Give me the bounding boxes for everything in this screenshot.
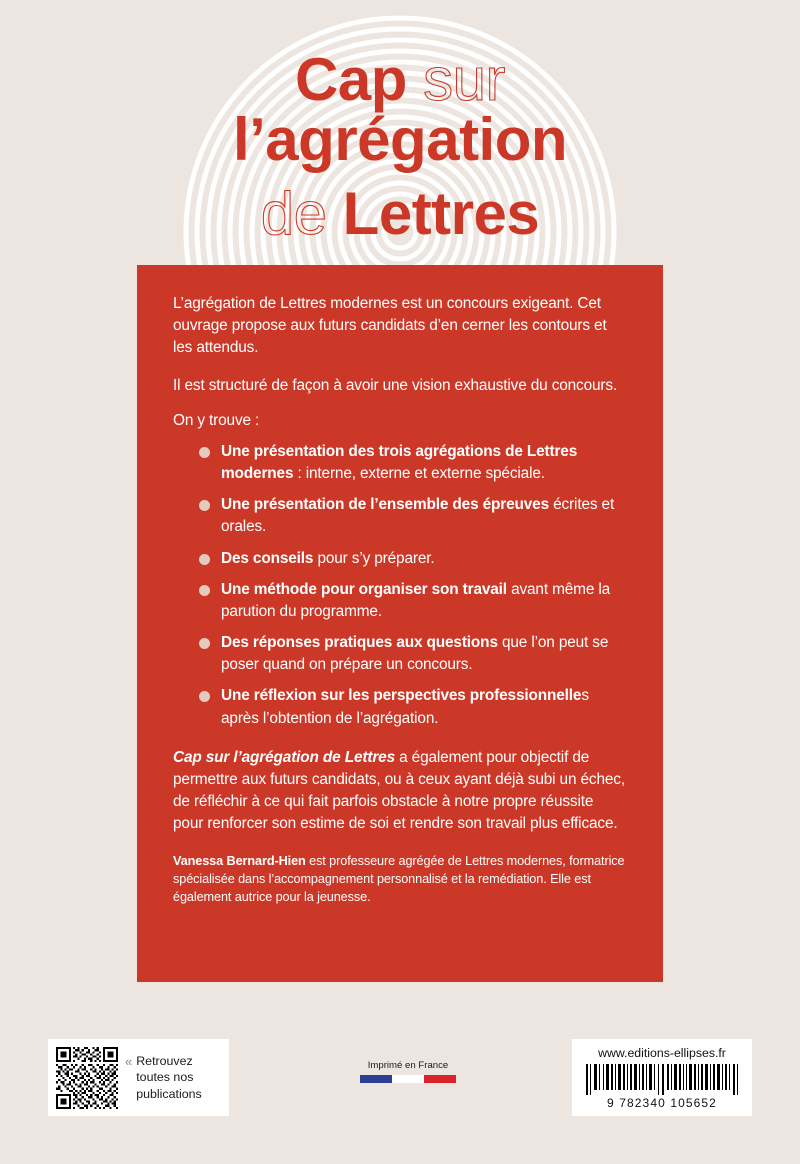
list-item-strong: Une présentation de l’ensemble des épreuves [221, 496, 549, 514]
flag-stripe-red [424, 1075, 456, 1083]
flag-stripe-blue [360, 1075, 392, 1083]
qr-promo-box[interactable] [48, 1039, 229, 1116]
title-word-agregation: l’agrégation [232, 106, 568, 173]
barcode-icon [582, 1064, 742, 1095]
list-item-strong: Des conseils [221, 549, 314, 567]
printed-in-france-label: Imprimé en France [367, 1060, 449, 1071]
list-item-rest: avant même la parution du programme. [221, 580, 611, 620]
title-word-cap: Cap [295, 46, 407, 113]
list-item-rest: : interne, externe et externe spéciale. [293, 465, 545, 483]
list-item [199, 441, 627, 485]
title-word-lettres: Lettres [342, 180, 540, 247]
author-bio-rest: est professeure agrégée de Lettres modernes, formatrice spécialisée dans l’accompagnement personnalisé et la remédiation. Elle est également autrice pour la jeunesse. [173, 854, 625, 904]
list-item-strong: Une réflexion sur les perspectives professionnelle [221, 687, 582, 705]
closing-book-title: Cap sur l’agrégation de Lettres [173, 748, 395, 766]
list-item-strong: Des réponses pratiques aux questions [221, 634, 498, 652]
title-line-3 [0, 180, 800, 247]
list-item-rest: s après l’obtention de l’agrégation. [221, 687, 589, 727]
bullet-dot-icon [199, 638, 210, 649]
list-item [199, 579, 627, 623]
hero-title-area [0, 0, 800, 268]
title-line-2 [0, 106, 800, 173]
barcode-box [572, 1039, 752, 1116]
flag-stripe-white [392, 1075, 424, 1083]
list-lead-in: On y trouve : [173, 411, 260, 429]
blurb-panel [137, 265, 663, 982]
intro-paragraph-2: Il est structuré de façon à avoir une vision exhaustive du concours. [173, 376, 618, 394]
closing-paragraph [173, 747, 627, 836]
feature-list [173, 441, 627, 730]
list-item-rest: que l’on peut se poser quand on prépare un concours. [221, 634, 609, 674]
bullet-dot-icon [199, 554, 210, 565]
qr-caption: Retrouvez toutes nos publications [136, 1053, 202, 1101]
author-bio [173, 853, 627, 906]
title-line-1 [0, 46, 800, 113]
list-item [199, 632, 627, 676]
closing-paragraph-rest: a également pour objectif de permettre aux futurs candidats, ou à ceux ayant déjà subi un échec, de réfléchir à ce qui fait parfois obstacle à notre propre réussite pour renforcer son estime de soi et rendre son travail plus efficace. [173, 748, 625, 833]
book-title [0, 0, 800, 268]
bullet-dot-icon [199, 500, 210, 511]
list-item [199, 494, 627, 538]
title-word-de: de [260, 180, 327, 247]
bullet-dot-icon [199, 585, 210, 596]
publisher-url: www.editions-ellipses.fr [598, 1046, 726, 1060]
list-item [199, 548, 627, 570]
intro-paragraph-1: L’agrégation de Lettres modernes est un concours exigeant. Cet ouvrage propose aux futurs candidats d’en cerner les contours et les attendus. [173, 295, 607, 357]
printed-in-france-badge [360, 1060, 456, 1083]
qr-caption-wrap [125, 1053, 221, 1102]
list-item-strong: Une présentation des trois agrégations de Lettres modernes [221, 442, 578, 483]
author-name: Vanessa Bernard-Hien [173, 854, 306, 869]
list-item-rest: écrites et orales. [221, 496, 615, 536]
title-word-sur: sur [423, 46, 505, 113]
list-item [199, 685, 627, 729]
french-flag-icon [360, 1075, 456, 1083]
bullet-dot-icon [199, 447, 210, 458]
double-chevron-left-icon: « [125, 1053, 133, 1069]
qr-code-icon[interactable] [56, 1047, 118, 1109]
footer [0, 1038, 800, 1138]
bullet-dot-icon [199, 691, 210, 702]
barcode-digits: 9 782340 105652 [607, 1095, 717, 1110]
list-item-strong: Une méthode pour organiser son travail [221, 580, 507, 598]
list-item-rest: pour s’y préparer. [313, 549, 435, 567]
